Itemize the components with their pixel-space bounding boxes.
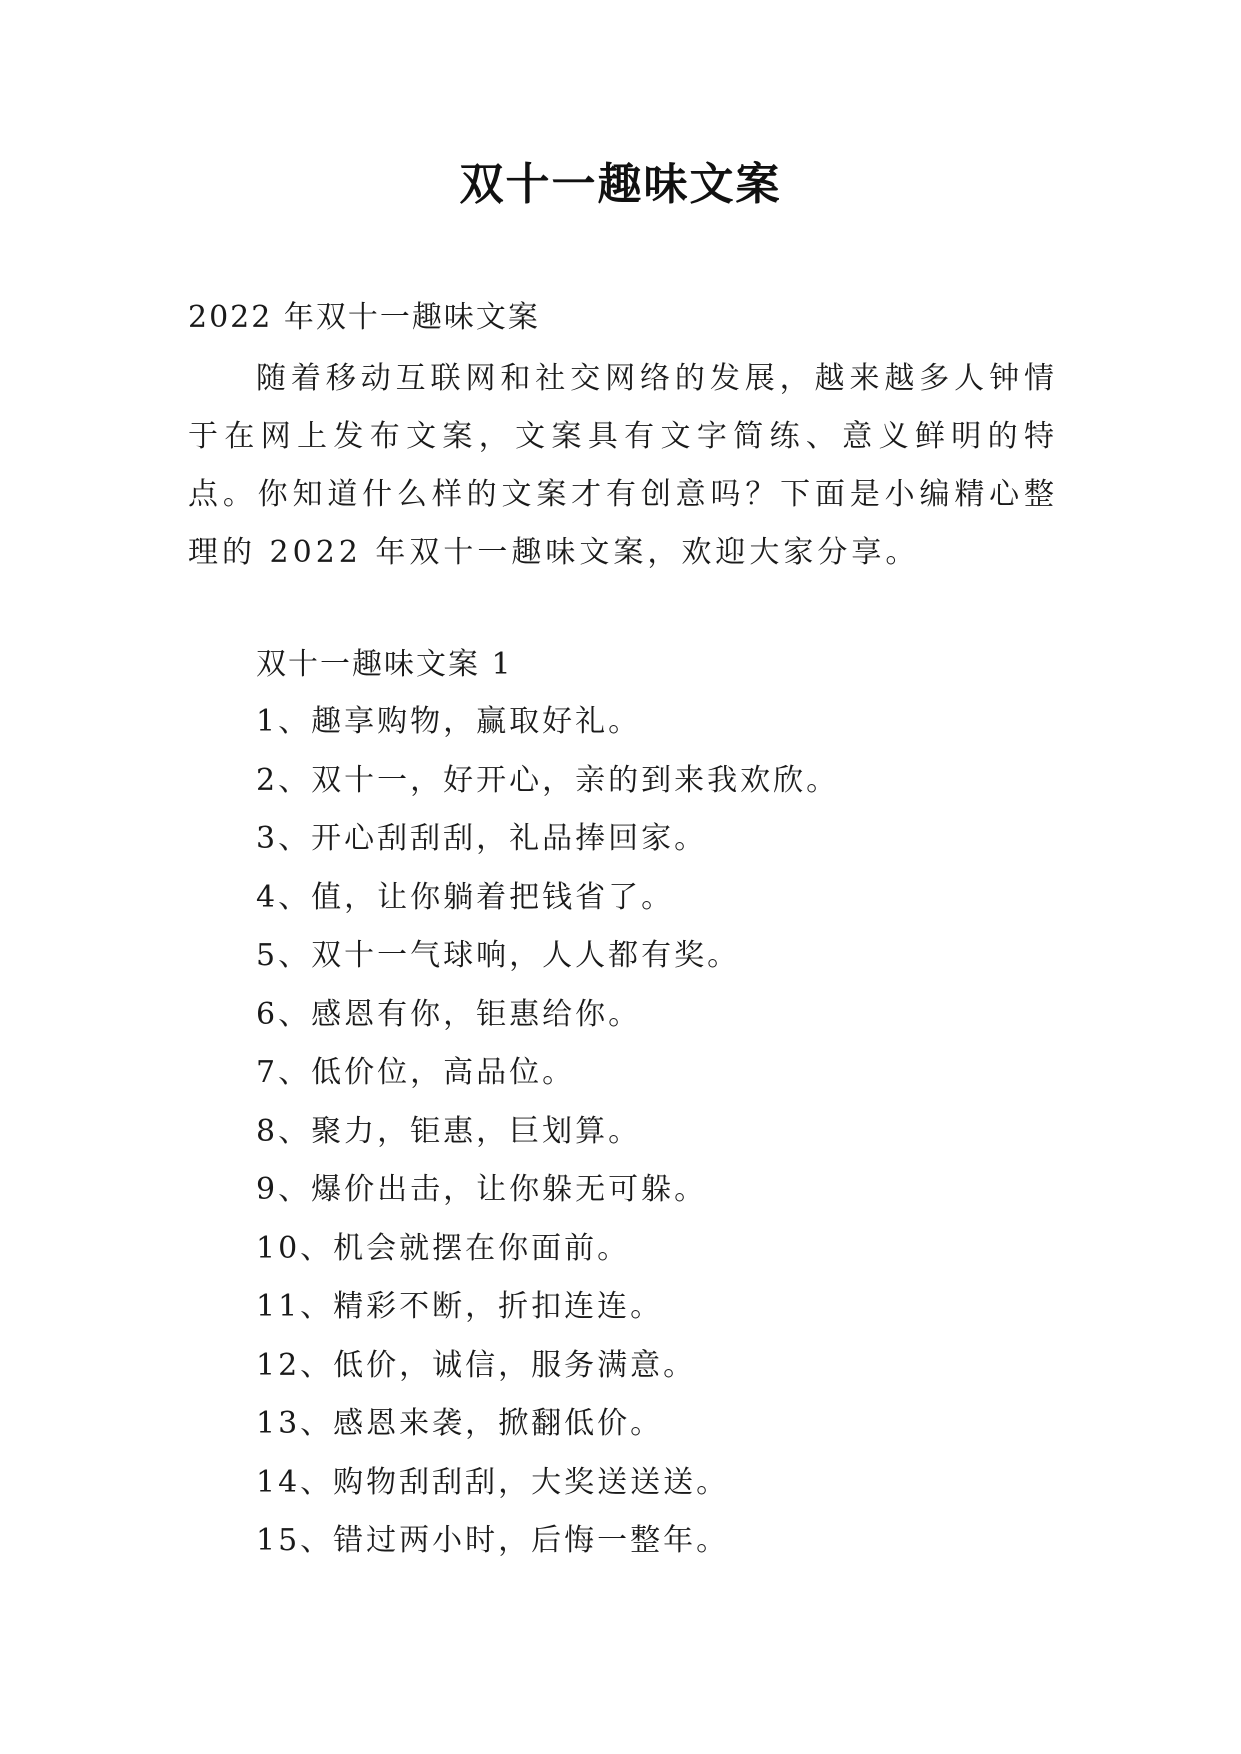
list-item: 5、双十一气球响，人人都有奖。	[256, 938, 741, 973]
list-item: 11、精彩不断，折扣连连。	[256, 1289, 664, 1324]
list-item: 10、机会就摆在你面前。	[256, 1230, 631, 1266]
intro-paragraph: 随着移动互联网和社交网络的发展，越来越多人钟情于在网上发布文案，文案具有文字简练、意义鲜明的特点。你知道什么样的文案才有创意吗？下面是小编精心整理的 2022 年双十一趣味文案，欢迎大家分享。	[188, 361, 1058, 570]
list-item: 8、聚力，钜惠，巨划算。	[256, 1113, 642, 1149]
list-item: 12、低价，诚信，服务满意。	[256, 1347, 697, 1383]
list-item: 1、趣享购物，赢取好礼。	[256, 704, 642, 739]
section-heading: 双十一趣味文案 1	[256, 647, 513, 682]
document-title: 双十一趣味文案	[459, 159, 782, 210]
list-item: 3、开心刮刮刮，礼品捧回家。	[256, 821, 708, 856]
list-item: 13、感恩来袭，掀翻低价。	[256, 1406, 664, 1441]
list-item: 2、双十一，好开心，亲的到来我欢欣。	[256, 762, 840, 798]
list-item: 14、购物刮刮刮，大奖送送送。	[256, 1464, 730, 1500]
list-item: 15、错过两小时，后悔一整年。	[256, 1523, 730, 1558]
list-item: 4、值，让你躺着把钱省了。	[256, 879, 675, 915]
list-item: 6、感恩有你，钜惠给你。	[256, 996, 642, 1032]
document-subtitle: 2022 年双十一趣味文案	[188, 300, 540, 335]
slogan-list	[256, 700, 839, 1578]
list-item: 7、低价位，高品位。	[256, 1055, 576, 1090]
list-item: 9、爆价出击，让你躲无可躲。	[256, 1172, 708, 1207]
